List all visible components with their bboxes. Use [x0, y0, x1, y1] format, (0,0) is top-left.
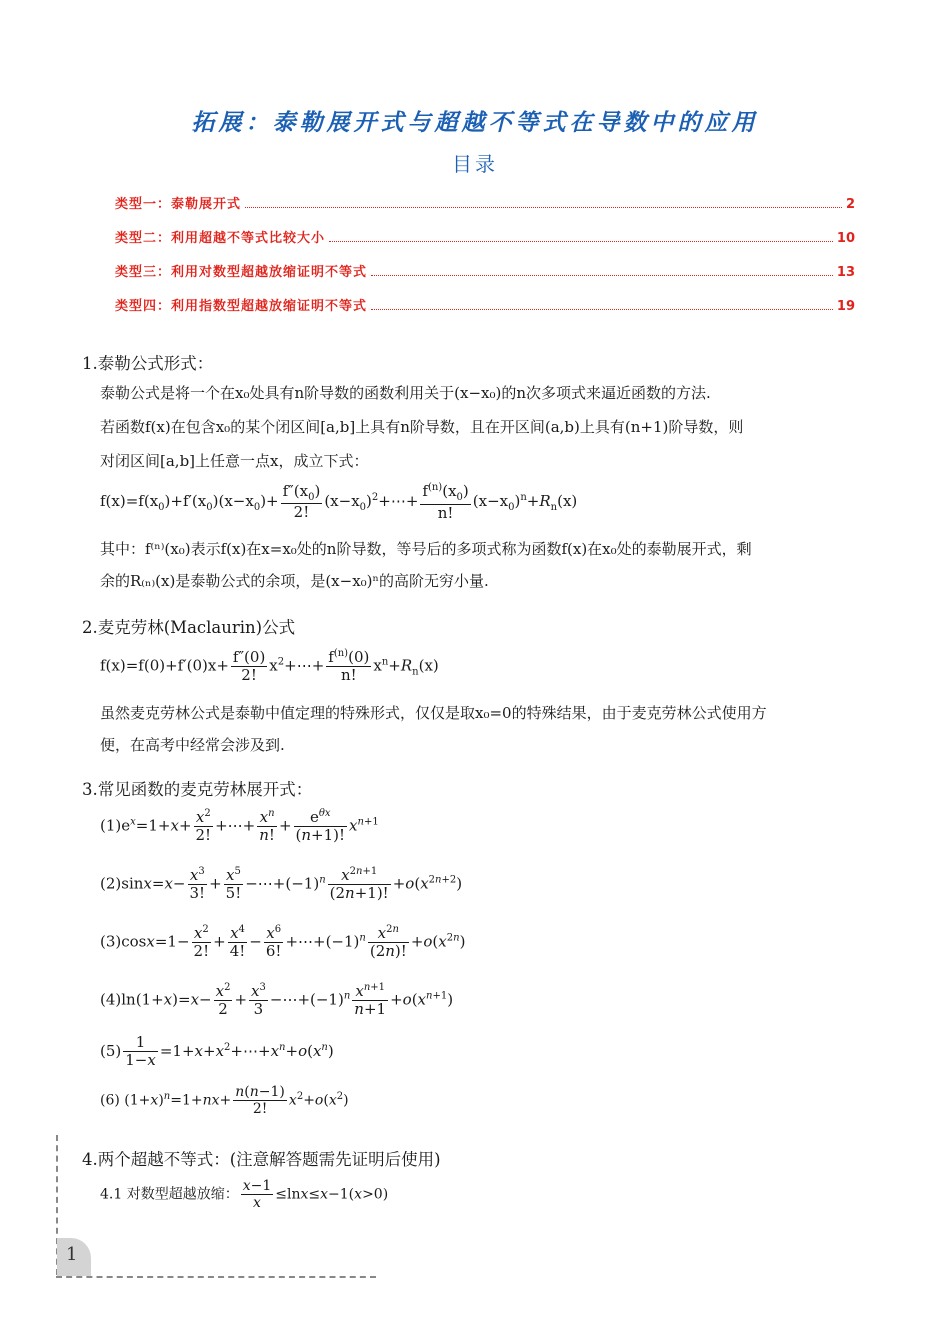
- toc-leader: [371, 308, 833, 310]
- section-2-para: 便，在高考中经常会涉及到.: [100, 736, 285, 754]
- taylor-formula: $f(x)=f(x_0)+f'(x_0)(x-x_0)+$ $\frac{f''(x_0)}{2!}$ $(x-x_0)^2+\cdots+$ $\frac{f^{(n)}(x_0)}{n!}$ $(x-x_0)^n+R_n(x)$: [100, 481, 578, 522]
- toc-item-label[interactable]: 类型四：利用指数型超越放缩证明不等式: [115, 299, 368, 314]
- toc-leader: [329, 240, 833, 242]
- section-1-para: 余的R₍ₙ₎(x)是泰勒公式的余项，是(x−x₀)ⁿ的高阶无穷小量.: [100, 572, 489, 590]
- page-border-bottom: [56, 1276, 376, 1278]
- section-3-heading: 3.常见函数的麦克劳林展开式：: [82, 780, 313, 799]
- expansion-ln: (4)ln(1+x)=x− $\frac{x^2}{2}$ + $\frac{x^3}{3}$ $-\cdots+(-1)^n$ $\frac{x^{n+1}}{n+1}$ $+o(x^{n+1})$: [100, 982, 454, 1019]
- subsection-label: 4.1 对数型超越放缩：: [100, 1186, 239, 1203]
- expansion-label: (1): [100, 816, 122, 835]
- expansion-sin: (2)sinx=x− $\frac{x^3}{3!}$ + $\frac{x^5}{5!}$ $-\cdots+(-1)^n$ $\frac{x^{2n+1}}{(2n+1)!}$ $+o(x^{2n+2})$: [100, 866, 463, 903]
- expansion-cos: (3)cosx=1− $\frac{x^2}{2!}$ + $\frac{x^4}{4!}$ − $\frac{x^6}{6!}$ $+\cdots+(-1)^n$ $\frac{x^{2n}}{(2n)!}$ $+o(x^{2n})$: [100, 924, 466, 961]
- expansion-label: (4): [100, 990, 122, 1009]
- section-1-heading: 1.泰勒公式形式：: [82, 354, 214, 373]
- toc-item[interactable]: [115, 212, 855, 246]
- toc-item-label[interactable]: 类型一：泰勒展开式: [115, 197, 242, 212]
- log-inequality: 4.1 对数型超越放缩： $\frac{x-1}{x}$ ≤lnx≤x−1(x>0): [100, 1178, 389, 1212]
- toc-item[interactable]: [115, 246, 855, 280]
- expansion-label: (2): [100, 874, 122, 893]
- toc-leader: [245, 206, 842, 208]
- toc-item-page[interactable]: 13: [836, 265, 855, 280]
- page-number: 1: [66, 1244, 78, 1265]
- toc-item[interactable]: [115, 178, 855, 212]
- toc-item-page[interactable]: 10: [836, 231, 855, 246]
- maclaurin-formula: f(x)=f(0)+f′(0)x+ $\frac{f''(0)}{2!}$ $x^2+\cdots+$ $\frac{f^{(n)}(0)}{n!}$ $x^n+R_n(x)$: [100, 647, 439, 685]
- section-1-para: 其中：f⁽ⁿ⁾(x₀)表示f(x)在x=x₀处的n阶导数，等号后的多项式称为函数f(x)在x₀处的泰勒展开式，剩: [100, 540, 752, 558]
- toc-item-page[interactable]: 19: [836, 299, 855, 314]
- toc-heading: 目录: [452, 152, 498, 176]
- section-2-heading: 2.麦克劳林(Maclaurin)公式: [82, 618, 296, 637]
- expansion-exp: $(1)e^x=1+x+$ $\frac{x^2}{2!}$ +⋯+ $\frac{x^n}{n!}$ + $e^{\theta x}$ (n+1)! $x^{n+1}$: [100, 808, 379, 845]
- section-1-para: 泰勒公式是将一个在x₀处具有n阶导数的函数利用关于(x−x₀)的n次多项式来逼近函数的方法.: [100, 384, 711, 402]
- expansion-binomial: (6) $(1+x)^n=1+nx+$ $\frac{n(n-1)}{2!}$ $x^2+o(x^2)$: [100, 1084, 349, 1118]
- expansion-label: (6): [100, 1092, 120, 1109]
- toc-item-label[interactable]: 类型二：利用超越不等式比较大小: [115, 231, 326, 246]
- toc-item-label[interactable]: 类型三：利用对数型超越放缩证明不等式: [115, 265, 368, 280]
- expansion-label: (5): [100, 1041, 122, 1060]
- toc-item-page[interactable]: 2: [845, 197, 855, 212]
- expansion-geometric: (5) $\frac{1}{1-x}$ $=1+x+x^2+\cdots+x^n+o(x^n)$: [100, 1033, 334, 1070]
- section-4-heading: 4.两个超越不等式：(注意解答题需先证明后使用): [82, 1150, 441, 1169]
- section-2-para: 虽然麦克劳林公式是泰勒中值定理的特殊形式，仅仅是取x₀=0的特殊结果，由于麦克劳林公式使用方: [100, 704, 767, 722]
- document-title: 拓展：泰勒展开式与超越不等式在导数中的应用: [191, 110, 759, 136]
- toc-leader: [371, 274, 833, 276]
- table-of-contents: [115, 178, 855, 314]
- expansion-label: (3): [100, 932, 122, 951]
- section-1-para: 对闭区间[a,b]上任意一点x，成立下式：: [100, 452, 369, 470]
- toc-item[interactable]: [115, 280, 855, 314]
- section-1-para: 若函数f(x)在包含x₀的某个闭区间[a,b]上具有n阶导数，且在开区间(a,b)上具有(n+1)阶导数，则: [100, 418, 744, 436]
